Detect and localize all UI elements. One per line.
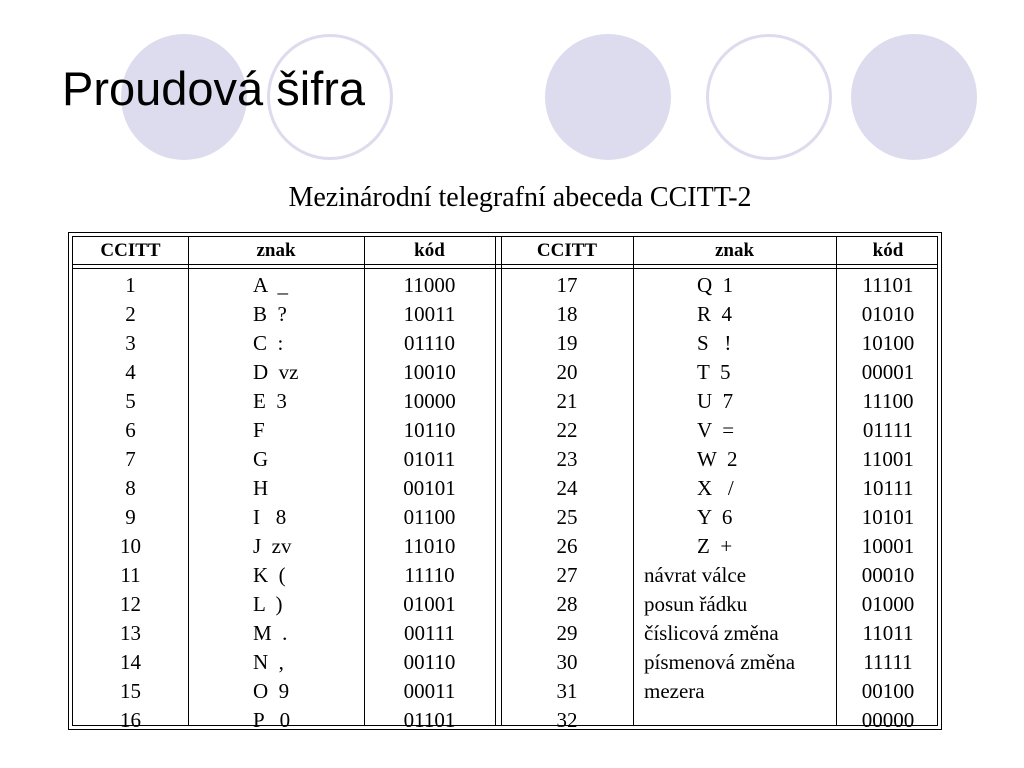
character-cell: U 7: [697, 389, 734, 413]
table-row: [73, 677, 937, 706]
character-cell: X /: [697, 476, 734, 500]
code-cell: 11101: [862, 273, 914, 297]
ccitt-number-cell: 21: [556, 389, 578, 413]
ccitt-number-cell: 22: [556, 418, 578, 442]
ccitt-number-cell: 11: [120, 563, 141, 587]
character-cell: číslicová změna: [644, 621, 779, 645]
code-cell: 01100: [403, 505, 456, 529]
decorative-ring-circle: [706, 34, 832, 160]
code-cell: 00101: [403, 476, 456, 500]
ccitt-number-cell: 15: [120, 679, 141, 703]
ccitt-table-inner: [72, 236, 938, 732]
code-cell: 10001: [861, 534, 915, 558]
table-row: [73, 532, 937, 561]
character-cell: E 3: [253, 389, 287, 413]
character-cell: posun řádku: [644, 592, 748, 616]
character-cell: K (: [253, 563, 286, 587]
table-row: [73, 619, 937, 648]
table-row: [73, 561, 937, 590]
ccitt-number-cell: 14: [120, 650, 141, 674]
code-cell: 00001: [861, 360, 915, 384]
code-cell: 01110: [404, 331, 455, 355]
table-row: [73, 271, 937, 300]
ccitt-number-cell: 13: [120, 621, 141, 645]
table-row: [73, 300, 937, 329]
code-cell: 01001: [403, 592, 456, 616]
code-cell: 01000: [861, 592, 915, 616]
code-cell: 11111: [863, 650, 913, 674]
ccitt-number-cell: 26: [556, 534, 578, 558]
code-cell: 11110: [404, 563, 455, 587]
ccitt-number-cell: 16: [120, 708, 141, 732]
table-row: [73, 387, 937, 416]
ccitt-number-cell: 19: [556, 331, 578, 355]
ccitt-number-cell: 2: [125, 302, 136, 326]
ccitt-number-cell: 3: [125, 331, 136, 355]
ccitt-number-cell: 24: [556, 476, 578, 500]
ccitt-number-cell: 5: [125, 389, 136, 413]
character-cell: T 5: [697, 360, 731, 384]
ccitt-number-cell: 20: [556, 360, 578, 384]
character-cell: H: [253, 476, 269, 500]
table-row: [73, 445, 937, 474]
ccitt-number-cell: 6: [125, 418, 136, 442]
header-ccitt-right: CCITT: [536, 240, 598, 261]
table-row: [73, 416, 937, 445]
character-cell: Q 1: [697, 273, 734, 297]
code-cell: 10011: [403, 302, 456, 326]
code-cell: 11011: [862, 621, 914, 645]
table-row: [73, 503, 937, 532]
header-znak-right: znak: [714, 240, 755, 261]
header-divider: [73, 268, 937, 269]
ccitt-number-cell: 30: [556, 650, 578, 674]
code-cell: 00100: [861, 679, 915, 703]
character-cell: V =: [697, 418, 735, 442]
table-row: [73, 358, 937, 387]
character-cell: N ,: [253, 650, 284, 674]
character-cell: O 9: [253, 679, 290, 703]
ccitt-number-cell: 1: [125, 273, 136, 297]
table-row: [73, 590, 937, 619]
character-cell: mezera: [644, 679, 705, 703]
character-cell: C :: [253, 331, 284, 355]
character-cell: M .: [253, 621, 288, 645]
header-kod-right: kód: [872, 240, 904, 261]
ccitt-number-cell: 18: [556, 302, 578, 326]
character-cell: D vz: [253, 360, 299, 384]
table-caption: Mezinárodní telegrafní abeceda CCITT-2: [288, 182, 752, 213]
code-cell: 01011: [403, 447, 456, 471]
ccitt-number-cell: 12: [120, 592, 141, 616]
character-cell: R 4: [697, 302, 733, 326]
code-cell: 01111: [862, 418, 914, 442]
character-cell: návrat válce: [644, 563, 747, 587]
ccitt-number-cell: 23: [556, 447, 578, 471]
character-cell: F: [253, 418, 265, 442]
code-cell: 10101: [861, 505, 915, 529]
code-cell: 00110: [403, 650, 456, 674]
code-cell: 01101: [403, 708, 456, 732]
code-cell: 11010: [403, 534, 456, 558]
table-row: [73, 329, 937, 358]
character-cell: I 8: [253, 505, 287, 529]
code-cell: 10000: [403, 389, 456, 413]
ccitt-number-cell: 7: [125, 447, 136, 471]
decorative-filled-circle: [851, 34, 977, 160]
header-ccitt-left: CCITT: [100, 240, 161, 261]
character-cell: B ?: [253, 302, 287, 326]
ccitt-number-cell: 4: [125, 360, 136, 384]
code-cell: 11001: [862, 447, 914, 471]
code-cell: 10010: [403, 360, 456, 384]
character-cell: G: [253, 447, 269, 471]
character-cell: J zv: [253, 534, 292, 558]
ccitt-number-cell: 17: [556, 273, 578, 297]
ccitt-number-cell: 28: [556, 592, 578, 616]
code-cell: 10100: [861, 331, 915, 355]
header-znak-left: znak: [256, 240, 296, 261]
ccitt-number-cell: 10: [120, 534, 141, 558]
code-cell: 00010: [861, 563, 915, 587]
ccitt-table: [68, 232, 942, 730]
character-cell: A _: [253, 273, 289, 297]
character-cell: W 2: [697, 447, 738, 471]
character-cell: P 0: [253, 708, 291, 732]
code-cell: 00000: [861, 708, 915, 732]
code-cell: 00111: [404, 621, 455, 645]
ccitt-number-cell: 29: [556, 621, 578, 645]
ccitt-number-cell: 32: [556, 708, 578, 732]
character-cell: písmenová změna: [644, 650, 796, 674]
character-cell: Z +: [697, 534, 733, 558]
ccitt-number-cell: 8: [125, 476, 136, 500]
code-cell: 01010: [861, 302, 915, 326]
ccitt-number-cell: 27: [556, 563, 578, 587]
ccitt-number-cell: 31: [556, 679, 578, 703]
code-cell: 11000: [403, 273, 456, 297]
character-cell: S !: [697, 331, 732, 355]
code-cell: 00011: [403, 679, 456, 703]
character-cell: L ): [253, 592, 283, 616]
slide-title: Proudová šifra: [62, 62, 366, 115]
code-cell: 10110: [403, 418, 456, 442]
table-row: [73, 648, 937, 677]
table-row: [73, 474, 937, 503]
ccitt-number-cell: 25: [556, 505, 578, 529]
code-cell: 11100: [862, 389, 914, 413]
table-row: [73, 706, 937, 735]
ccitt-number-cell: 9: [125, 505, 136, 529]
decorative-filled-circle: [545, 34, 671, 160]
header-kod-left: kód: [414, 240, 445, 261]
code-cell: 10111: [862, 476, 914, 500]
header-divider: [73, 264, 937, 265]
character-cell: Y 6: [697, 505, 733, 529]
